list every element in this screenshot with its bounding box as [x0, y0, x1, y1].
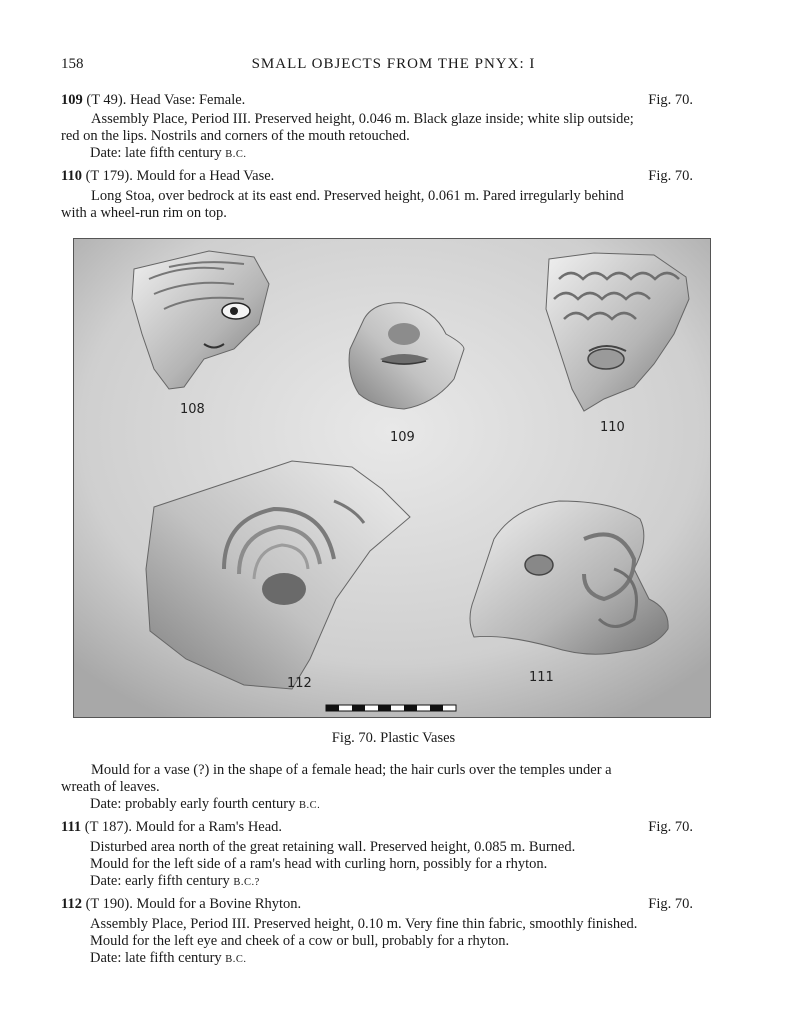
running-title: SMALL OBJECTS FROM THE PNYX: I [251, 56, 536, 72]
description-line: with a wheel-run rim on top. [61, 205, 227, 221]
entry-112-heading [61, 896, 693, 913]
entry-109-date [90, 145, 247, 162]
description-line: red on the lips. Nostrils and corners of the mouth retouched. [61, 128, 410, 144]
entry-111-line-2: Mould for the left side of a ram's head with curling horn, possibly for a rhyton. [90, 856, 548, 872]
date-era: B.C. [298, 800, 321, 811]
entry-number: 109 [61, 92, 83, 108]
entry-112-date [90, 950, 247, 967]
figure-reference: Fig. 70. [648, 819, 693, 835]
entry-112-line-2: Mould for the left eye and cheek of a cow or bull, probably for a rhyton. [90, 933, 510, 949]
object-label-111: 111 [529, 670, 554, 685]
description-line: wreath of leaves. [61, 779, 160, 795]
object-label-112: 112 [287, 676, 312, 691]
date-text: Date: late fifth century [90, 145, 226, 161]
figure-reference: Fig. 70. [648, 896, 693, 912]
entry-number: 112 [61, 896, 82, 912]
figure-reference: Fig. 70. [648, 168, 693, 184]
entry-title: (T 179). Mould for a Head Vase. [85, 168, 275, 184]
scale-bar [326, 705, 456, 711]
entry-title: (T 49). Head Vase: Female. [86, 92, 246, 108]
entry-111-date [90, 873, 260, 890]
object-label-110: 110 [600, 420, 625, 435]
entry-109-heading [61, 92, 693, 109]
date-era: B.C.? [233, 877, 260, 888]
date-text: Date: late fifth century [90, 950, 226, 966]
entry-111-heading [61, 819, 693, 836]
entry-111-line-1: Disturbed area north of the great retaining wall. Preserved height, 0.085 m. Burned. [90, 839, 576, 855]
entry-110-date [90, 796, 320, 813]
object-label-109: 109 [390, 430, 415, 445]
description-line: Long Stoa, over bedrock at its east end. Preserved height, 0.061 m. Pared irregularly behind [91, 188, 624, 204]
page-number: 158 [61, 56, 84, 72]
entry-110-heading [61, 168, 693, 185]
entry-number: 111 [61, 819, 82, 835]
entry-112-line-1: Assembly Place, Period III. Preserved height, 0.10 m. Very fine thin fabric, smoothly finished. [90, 916, 638, 932]
entry-title: (T 190). Mould for a Bovine Rhyton. [85, 896, 302, 912]
entry-title: (T 187). Mould for a Ram's Head. [84, 819, 283, 835]
entry-110-continuation [61, 762, 721, 796]
date-era: B.C. [225, 149, 247, 160]
date-text: Date: probably early fourth century [90, 796, 299, 812]
figure-photograph [73, 238, 711, 718]
date-text: Date: early fifth century [90, 873, 234, 889]
plate-image [74, 239, 710, 717]
entry-109-description [61, 111, 721, 145]
description-line: Assembly Place, Period III. Preserved height, 0.046 m. Black glaze inside; white slip outside; [91, 111, 634, 127]
date-era: B.C. [225, 954, 247, 965]
description-line: Mould for a vase (?) in the shape of a female head; the hair curls over the temples under a [91, 762, 612, 778]
figure-reference: Fig. 70. [648, 92, 693, 108]
figure-caption: Fig. 70. Plastic Vases [331, 730, 456, 746]
entry-number: 110 [61, 168, 82, 184]
object-label-108: 108 [180, 402, 205, 417]
entry-110-description [61, 188, 721, 222]
